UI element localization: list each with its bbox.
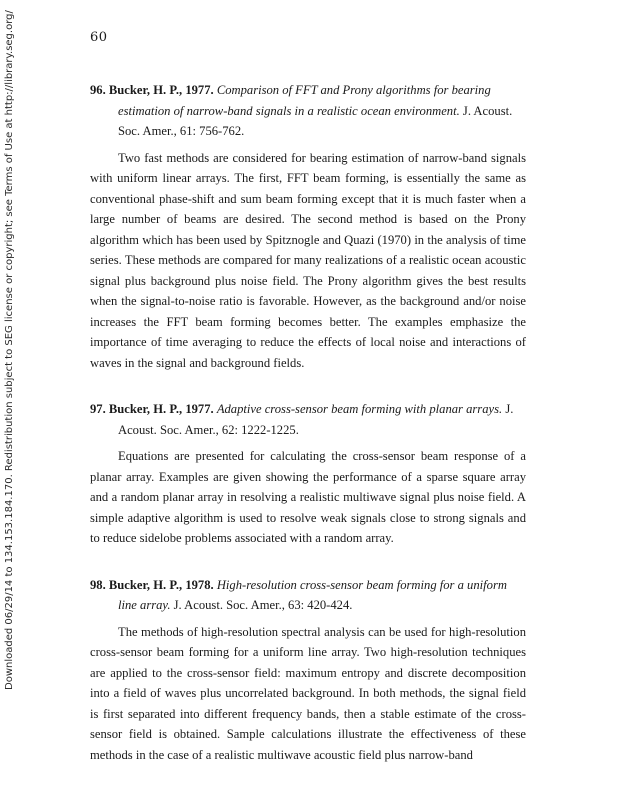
citation [90, 575, 526, 616]
entry-number: 96. [90, 83, 106, 97]
download-notice-text: Downloaded 06/29/14 to 134.153.184.170. Redistribution subject to SEG license or copyright; see Terms of Use at http://library.seg.org/ [4, 10, 15, 690]
citation [90, 399, 526, 440]
year: 1978. [185, 577, 214, 592]
bibliography-entry [90, 80, 526, 373]
journal-reference: J. Acoust. Soc. Amer., 61: 756-762. [118, 103, 513, 138]
bibliography-entry [90, 399, 526, 549]
year: 1977. [185, 402, 214, 416]
journal-reference: J. Acoust. Soc. Amer., 63: 420-424. [173, 598, 353, 612]
bibliography-entry [90, 575, 526, 766]
page-number: 60 [90, 30, 108, 45]
author: Bucker, H. P., [108, 83, 183, 97]
entry-number: 97. [90, 402, 106, 416]
citation [90, 80, 526, 142]
year: 1977. [185, 83, 214, 97]
article-title: High-resolution cross-sensor beam forming for a uniform line array. [118, 577, 507, 612]
abstract: The methods of high-resolution spectral analysis can be used for high-resolution cross-sensor beam forming for a uniform line array. Two high-resolution techniques are applied to the cross-sensor field: maximum entropy and discrete decomposition into a field of waves plus uncorrelated background. In both methods, the signal field is first separated into different frequency bands, then a stable estimate of the cross-sensor field is obtained. Sample calculations illustrate the effectiveness of these methods in the case of a realistic multiwave acoustic field plus narrow-band [90, 624, 526, 762]
journal-reference: J. Acoust. Soc. Amer., 62: 1222-1225. [118, 402, 514, 437]
entry-number: 98. [90, 577, 106, 592]
bibliography-list [90, 80, 526, 791]
author: Bucker, H. P., [108, 577, 183, 592]
abstract: Equations are presented for calculating the cross-sensor beam response of a planar array. Examples are given showing the performance of a sparse square array and a random planar array in resolving a realistic multiwave signal plus noise field. A simple adaptive algorithm is used to resolve weak signals close to strong signals and to reduce sidelobe problems associated with a random array. [90, 449, 526, 545]
author: Bucker, H. P., [108, 402, 183, 416]
article-title: Adaptive cross-sensor beam forming with planar arrays. [216, 402, 503, 416]
abstract: Two fast methods are considered for bearing estimation of narrow-band signals with uniform linear arrays. The first, FFT beam forming, is essentially the same as conventional phase-shift and sum beam forming except that it is much faster when a large number of beams are desired. The second method is based on the Prony algorithm which has been used by Spitznogle and Quazi (1970) in the analysis of time series. These methods are compared for many realizations of a realistic ocean acoustic signal plus background plus noise field. The Prony algorithm gives the best results when the signal-to-noise ratio is favorable. However, as the background and/or noise increases the FFT beam forming becomes better. The examples emphasize the importance of time averaging to reduce the effects of local noise and interactions of waves in the signal and background fields. [90, 150, 526, 370]
article-title: Comparison of FFT and Prony algorithms for bearing estimation of narrow-band signals in a realistic ocean environment. [118, 83, 491, 118]
download-notice [0, 0, 16, 800]
